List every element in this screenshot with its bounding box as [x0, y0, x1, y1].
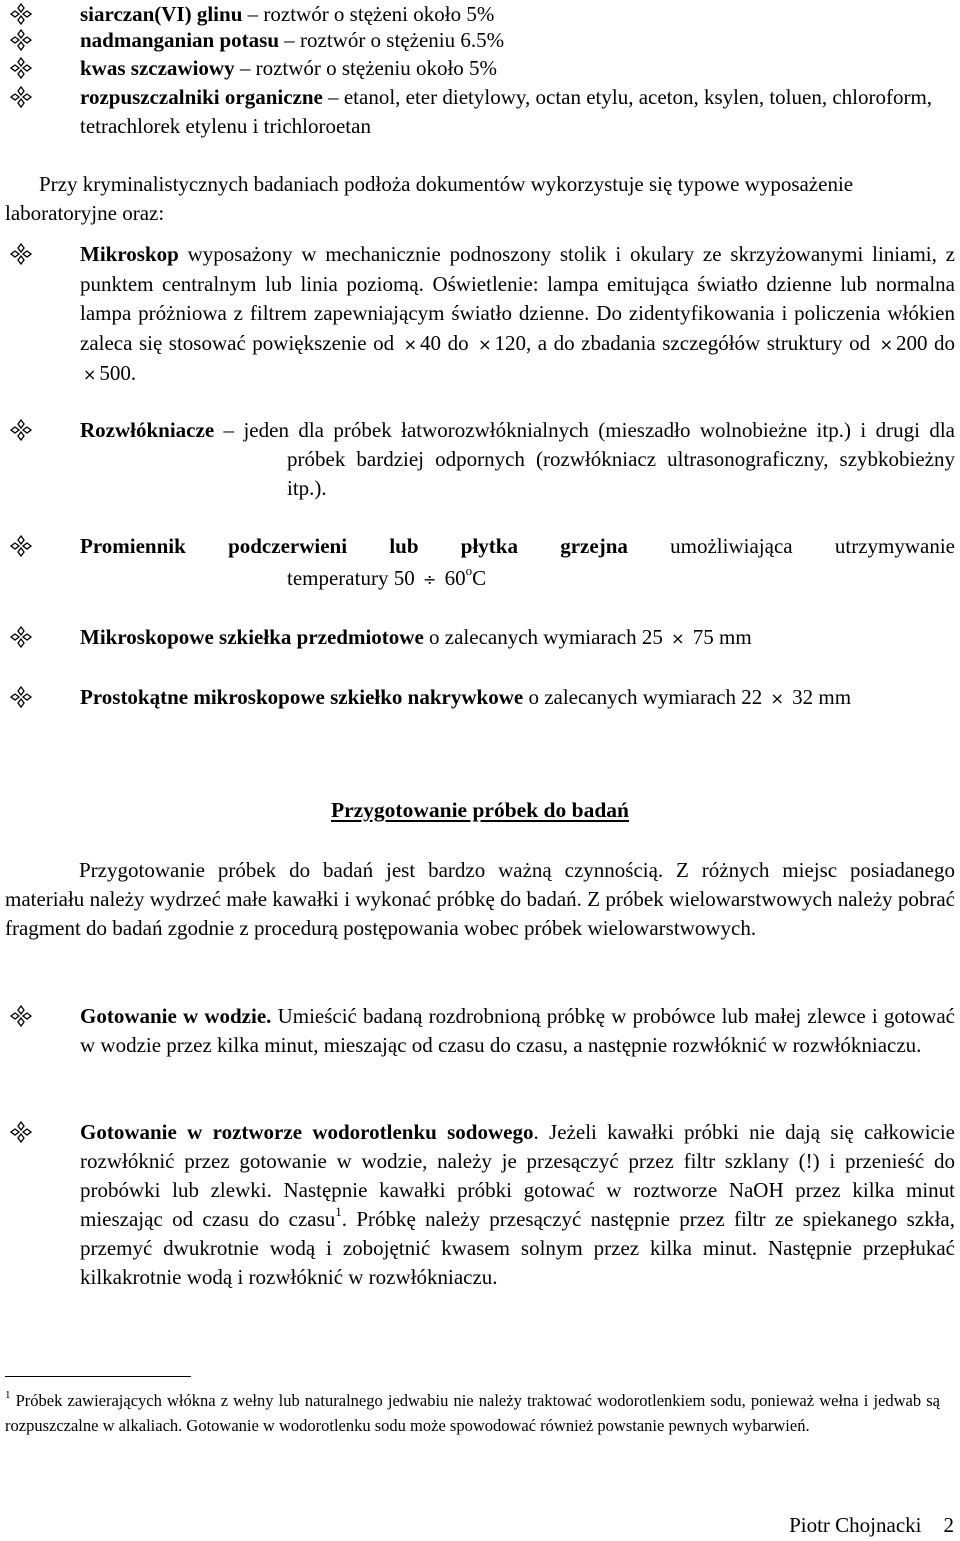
four-diamond-bullet-icon [10, 29, 34, 53]
temperature-text: 60 [439, 566, 466, 590]
degree-mark: o [465, 563, 473, 578]
item-text: do [441, 330, 476, 355]
footnote [5, 1389, 940, 1438]
list-item-bold: nadmanganian potasu [80, 28, 279, 52]
list-item-bold: siarczan(VI) glinu [80, 2, 243, 26]
section-paragraph: Przygotowanie próbek do badań jest bardzo ważną czynnością. Z różnych miejsc posiadanego materiału należy wydrzeć małe kawałki i wykonać próbkę do badań. Z próbek wielowarstwowych należy pobrać fragment do badań zgodnie z procedurą postępowania wobec próbek wielowarstwowych. [5, 858, 955, 940]
item-text: o zalecanych wymiarach 22 [523, 685, 768, 709]
temperature-text: temperatury 50 [287, 566, 420, 590]
four-diamond-bullet-icon [10, 3, 34, 27]
magnification-value: 40 [420, 330, 442, 355]
times-sign: × [478, 334, 492, 354]
item-text: 75 mm [687, 625, 752, 649]
item-text: do [927, 330, 956, 355]
page-footer [789, 1513, 954, 1538]
four-diamond-bullet-icon [10, 1005, 34, 1029]
item-text: – jeden dla próbek łatworozwłóknialnych (mieszadło wolnobieżne itp.) i drugi dla próbek bardziej odpornych (rozwłókniacz ultrasonograficzny, szybkobieżny itp.). [214, 418, 955, 500]
author-name: Piotr Chojnacki [789, 1513, 922, 1537]
list-item-bold: rozpuszczalniki organiczne [80, 85, 323, 109]
footnote-divider [5, 1376, 191, 1377]
magnification-value: 200 [896, 330, 928, 355]
four-diamond-bullet-icon [10, 57, 34, 81]
item-text: . [130, 361, 137, 385]
item-title: Prostokątne mikroskopowe szkiełko nakrywkowe [80, 685, 524, 709]
times-sign: × [770, 689, 784, 708]
footnote-mark: 1 [5, 1388, 11, 1401]
four-diamond-bullet-icon [10, 86, 34, 110]
four-diamond-bullet-icon [10, 419, 34, 443]
item-text: . Jeżeli kawałki próbki nie dają się całkowicie rozwłóknić przez gotowanie w wodzie, należy je przesączyć przez filtr szklany (!) i przenieść do probówki lub zlewki. Następnie kawałki próbki gotować w roztworze NaOH przez kilka minut mieszając od czasu do czasu [80, 1120, 956, 1231]
division-sign: ÷ [422, 570, 437, 589]
list-item-text: – roztwór o stężeniu 6.5% [279, 28, 505, 52]
item-text: o zalecanych wymiarach 25 [423, 625, 669, 649]
list-item-text: – roztwór o stężeni około 5% [242, 2, 495, 26]
temperature-unit: C [472, 566, 487, 590]
item-text: . Próbkę należy przesączyć następnie przez filtr ze spiekanego szkła, przemyć dwukrotnie wodą i zobojętnić kwasem solnym przez kilka minut. Następnie przepłukać kilkakrotnie wodą i rozwłóknić w rozwłókniaczu. [80, 1207, 955, 1289]
four-diamond-bullet-icon [10, 1121, 34, 1145]
times-sign: × [879, 334, 893, 354]
item-title: Gotowanie w wodzie. [80, 1004, 272, 1028]
item-title: Promiennik podczerwieni lub płytka grzejna [80, 534, 628, 558]
list-item-text: – etanol, eter dietylowy, octan etylu, aceton, ksylen, toluen, chloroform, tetrachlorek etylenu i trichloroetan [80, 85, 933, 138]
magnification-value: 120 [494, 330, 526, 355]
item-text: 32 mm [786, 685, 852, 709]
four-diamond-bullet-icon [10, 626, 34, 650]
page-number: 2 [943, 1513, 954, 1537]
item-text: , a do zbadania szczegółów struktury od [526, 330, 877, 355]
item-title: Mikroskopowe szkiełka przedmiotowe [80, 625, 424, 649]
times-sign: × [671, 629, 685, 648]
item-text: wyposażony w mechanicznie podnoszony stolik i okulary ze skrzyżowanymi liniami, z punktem centralnym lub linia poziomą. Oświetlenie: lampa emitująca światło dzienne lub normalna lampa próżniowa z filtrem zapewniającym światło dzienne. Do zidentyfikowania i policzenia włókien zaleca się stosować powiększenie od [80, 242, 955, 355]
item-title: Mikroskop [80, 242, 179, 266]
item-title: Gotowanie w roztworze wodorotlenku sodowego [80, 1120, 534, 1144]
four-diamond-bullet-icon [10, 686, 34, 710]
four-diamond-bullet-icon [10, 535, 34, 559]
four-diamond-bullet-icon [10, 243, 34, 267]
equipment-intro: Przy kryminalistycznych badaniach podłoża dokumentów wykorzystuje się typowe wyposażenie laboratoryjne oraz: [5, 172, 854, 225]
footnote-text: Próbek zawierających włókna z wełny lub naturalnego jedwabiu nie należy traktować wodorotlenkiem sodu, ponieważ wełna i jedwab są rozpuszczalne w alkaliach. Gotowanie w wodorotlenku sodu może spowodować również powstanie pewnych wybarwień. [5, 1391, 940, 1435]
times-sign: × [83, 365, 97, 384]
item-title: Rozwłókniacze [80, 418, 215, 442]
item-text: umożliwiająca utrzymywanie [627, 534, 955, 558]
section-heading: Przygotowanie próbek do badań [330, 798, 630, 822]
footnote-ref[interactable]: 1 [335, 1204, 342, 1219]
times-sign: × [403, 334, 418, 354]
list-item-bold: kwas szczawiowy [80, 56, 235, 80]
list-item-text: – roztwór o stężeniu około 5% [234, 56, 498, 80]
magnification-value: 500 [99, 361, 131, 385]
item-text: Umieścić badaną rozdrobnioną próbkę w probówce lub małej zlewce i gotować w wodzie przez kilka minut, mieszając od czasu do czasu, a następnie rozwłóknić w rozwłókniaczu. [80, 1004, 955, 1057]
